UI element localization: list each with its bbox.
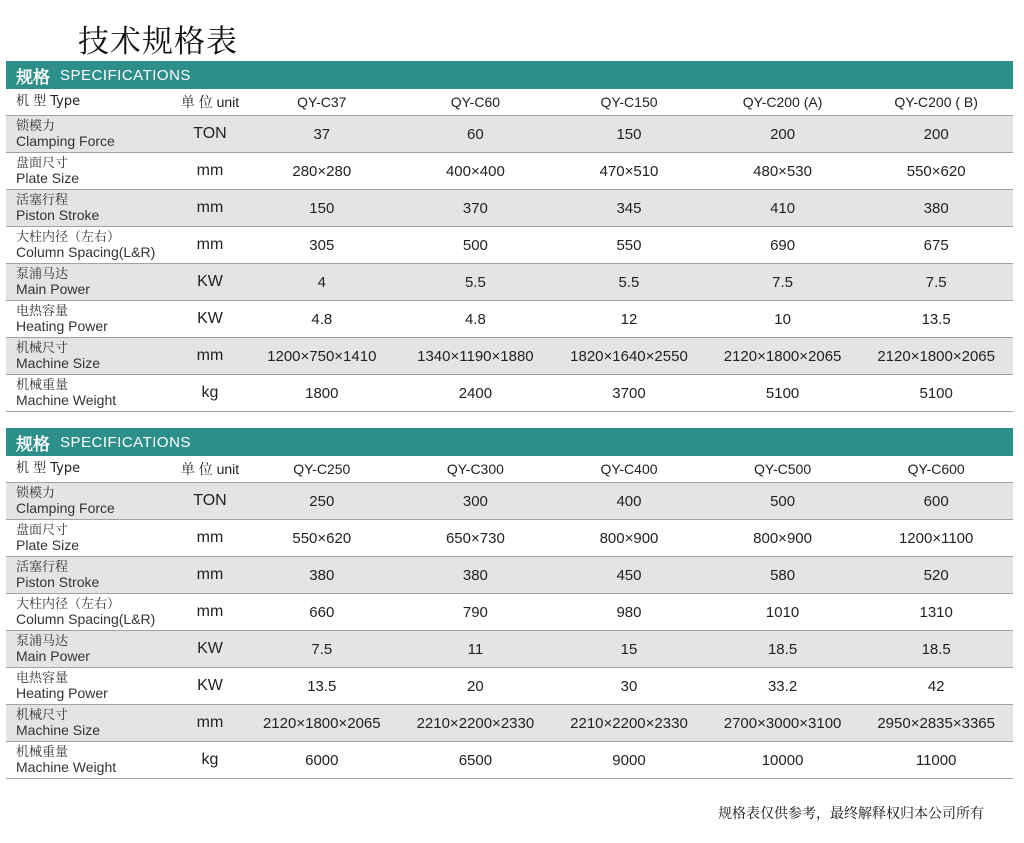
table-row: [6, 116, 1013, 153]
model-name: QY-C250: [293, 461, 351, 477]
model-name: QY-C600: [907, 461, 965, 477]
param-name-zh: 大柱内径（左右）: [16, 597, 121, 612]
unit-cell: kg: [201, 384, 219, 401]
value-cell: 7.5: [772, 273, 793, 291]
value-cell: 33.2: [767, 677, 798, 695]
value-cell: 410: [770, 199, 796, 217]
header-row: [6, 456, 1013, 483]
model-name: QY-C37: [297, 94, 347, 110]
param-name-en: Heating Power: [16, 318, 108, 334]
param-label: [6, 342, 175, 370]
section-title-en: SPECIFICATIONS: [60, 433, 191, 451]
value-cell: 2120×1800×2065: [723, 347, 842, 365]
param-label: [6, 487, 175, 515]
param-name-zh: 电热容量: [16, 304, 69, 319]
table-row: [6, 705, 1013, 742]
value-cell: 13.5: [307, 677, 337, 695]
header-unit-label: 单 位 unit: [180, 94, 240, 110]
header-type-label: 机 型 Type: [16, 94, 81, 109]
param-label: [6, 268, 175, 296]
value-cell: 18.5: [921, 640, 951, 658]
value-cell: 12: [620, 310, 638, 328]
value-cell: 1200×750×1410: [267, 347, 377, 365]
value-cell: 305: [309, 236, 335, 254]
value-cell: 1310: [919, 603, 953, 621]
value-cell: 9000: [612, 751, 646, 769]
value-cell: 10: [774, 310, 791, 328]
unit-cell: mm: [196, 603, 224, 620]
table-row: [6, 631, 1013, 668]
value-cell: 470×510: [599, 162, 659, 180]
table-row: [6, 227, 1013, 264]
param-label: [6, 120, 175, 148]
unit-cell: mm: [196, 347, 224, 364]
param-name-en: Heating Power: [16, 685, 108, 701]
model-name: QY-C200 ( B): [894, 94, 978, 110]
param-name-en: Piston Stroke: [16, 574, 100, 590]
table-row: [6, 190, 1013, 227]
param-name-zh: 大柱内径（左右）: [16, 230, 121, 245]
value-cell: 60: [467, 125, 484, 143]
table-body: [6, 483, 1013, 779]
table-row: [6, 483, 1013, 520]
model-name: QY-C400: [600, 461, 658, 477]
value-cell: 650×730: [445, 529, 505, 547]
value-cell: 6500: [458, 751, 493, 769]
unit-cell: mm: [196, 566, 224, 583]
param-name-zh: 活塞行程: [16, 193, 69, 208]
param-name-zh: 盘面尺寸: [16, 156, 69, 171]
value-cell: 150: [309, 199, 335, 217]
value-cell: 1010: [765, 603, 800, 621]
table-row: [6, 375, 1013, 412]
value-cell: 37: [313, 125, 331, 143]
value-cell: 800×900: [599, 529, 659, 547]
value-cell: 4.8: [464, 310, 486, 328]
unit-cell: TON: [193, 125, 227, 142]
value-cell: 150: [616, 125, 642, 143]
value-cell: 980: [616, 603, 642, 621]
value-cell: 400×400: [445, 162, 505, 180]
value-cell: 5100: [919, 384, 953, 402]
footnote: 规格表仅供参考，最终解释权归本公司所有: [718, 806, 984, 822]
param-name-en: Clamping Force: [16, 133, 115, 149]
unit-cell: mm: [196, 162, 224, 179]
value-cell: 5.5: [464, 273, 486, 291]
param-label: [6, 635, 175, 663]
value-cell: 675: [923, 236, 949, 254]
unit-cell: KW: [197, 273, 223, 290]
section-band: [6, 428, 1013, 456]
param-label: [6, 598, 175, 626]
value-cell: 6000: [305, 751, 339, 769]
spec-table-2: [6, 428, 1013, 779]
param-name-en: Machine Size: [16, 722, 101, 738]
unit-cell: KW: [197, 677, 223, 694]
value-cell: 345: [616, 199, 642, 217]
param-name-zh: 活塞行程: [16, 560, 69, 575]
model-name: QY-C500: [754, 461, 812, 477]
value-cell: 690: [770, 236, 796, 254]
value-cell: 400: [616, 492, 642, 510]
unit-cell: mm: [196, 199, 224, 216]
value-cell: 800×900: [753, 529, 812, 547]
value-cell: 11: [467, 640, 484, 658]
param-name-zh: 电热容量: [16, 671, 69, 686]
param-name-zh: 机械重量: [16, 378, 69, 393]
value-cell: 520: [923, 566, 949, 584]
param-name-zh: 泵浦马达: [16, 634, 69, 649]
param-name-zh: 机械尺寸: [16, 708, 69, 723]
value-cell: 3700: [612, 384, 646, 402]
spec-table-1: [6, 61, 1013, 412]
param-name-en: Machine Weight: [16, 392, 117, 408]
value-cell: 11000: [915, 751, 957, 769]
value-cell: 1340×1190×1880: [417, 347, 534, 365]
value-cell: 550×620: [292, 529, 352, 547]
model-name: QY-C300: [446, 461, 504, 477]
value-cell: 660: [309, 603, 335, 621]
value-cell: 500: [462, 236, 488, 254]
param-name-en: Piston Stroke: [16, 207, 100, 223]
section-title-zh: 规格: [16, 434, 50, 455]
value-cell: 7.5: [925, 273, 947, 291]
param-name-zh: 机械尺寸: [16, 341, 69, 356]
param-label: [6, 194, 175, 222]
value-cell: 370: [462, 199, 488, 217]
param-name-en: Machine Size: [16, 355, 101, 371]
table-row: [6, 557, 1013, 594]
value-cell: 380: [462, 566, 488, 584]
value-cell: 1200×1100: [898, 529, 974, 547]
value-cell: 5.5: [618, 273, 640, 291]
model-name: QY-C200 (A): [742, 94, 823, 110]
value-cell: 4: [317, 273, 326, 291]
value-cell: 250: [309, 492, 335, 510]
section-title-en: SPECIFICATIONS: [60, 66, 191, 84]
unit-cell: mm: [196, 714, 224, 731]
value-cell: 380: [923, 199, 949, 217]
value-cell: 10000: [761, 751, 804, 769]
value-cell: 1800: [305, 384, 339, 402]
value-cell: 2400: [458, 384, 493, 402]
model-name: QY-C150: [600, 94, 658, 110]
value-cell: 4.8: [311, 310, 333, 328]
value-cell: 2210×2200×2330: [416, 714, 535, 732]
table-row: [6, 594, 1013, 631]
param-name-en: Main Power: [16, 648, 90, 664]
param-label: [6, 157, 175, 185]
table-row: [6, 338, 1013, 375]
param-label: [6, 746, 175, 774]
value-cell: 30: [620, 677, 638, 695]
model-name: QY-C60: [450, 94, 501, 110]
param-label: [6, 561, 175, 589]
value-cell: 450: [616, 566, 642, 584]
unit-cell: mm: [196, 236, 224, 253]
value-cell: 550×620: [906, 162, 966, 180]
value-cell: 2120×1800×2065: [877, 347, 995, 365]
value-cell: 42: [927, 677, 945, 695]
param-name-zh: 锁模力: [16, 119, 56, 134]
value-cell: 1820×1640×2550: [570, 347, 688, 365]
param-name-zh: 盘面尺寸: [16, 523, 69, 538]
param-name-en: Column Spacing(L&R): [16, 244, 156, 260]
value-cell: 18.5: [767, 640, 798, 658]
table-row: [6, 264, 1013, 301]
value-cell: 790: [462, 603, 488, 621]
header-unit-label: 单 位 unit: [180, 461, 240, 477]
unit-cell: TON: [193, 492, 227, 509]
value-cell: 200: [770, 125, 796, 143]
param-label: [6, 672, 175, 700]
value-cell: 20: [467, 677, 484, 695]
table-row: [6, 153, 1013, 190]
param-name-en: Column Spacing(L&R): [16, 611, 156, 627]
value-cell: 2120×1800×2065: [262, 714, 381, 732]
value-cell: 380: [309, 566, 335, 584]
header-row: [6, 89, 1013, 116]
value-cell: 500: [770, 492, 796, 510]
param-name-en: Clamping Force: [16, 500, 115, 516]
param-name-en: Machine Weight: [16, 759, 117, 775]
table-body: [6, 116, 1013, 412]
unit-cell: mm: [196, 529, 224, 546]
value-cell: 550: [616, 236, 642, 254]
header-type-label: 机 型 Type: [16, 461, 81, 476]
unit-cell: KW: [197, 640, 223, 657]
value-cell: 300: [462, 492, 488, 510]
page-title: 技术规格表: [78, 24, 238, 60]
table-row: [6, 668, 1013, 705]
value-cell: 5100: [765, 384, 800, 402]
value-cell: 200: [923, 125, 949, 143]
value-cell: 480×530: [753, 162, 812, 180]
param-name-zh: 泵浦马达: [16, 267, 69, 282]
unit-cell: kg: [201, 751, 219, 768]
section-title-zh: 规格: [16, 67, 50, 88]
value-cell: 15: [620, 640, 638, 658]
value-cell: 13.5: [921, 310, 951, 328]
value-cell: 2950×2835×3365: [877, 714, 995, 732]
value-cell: 580: [770, 566, 796, 584]
param-label: [6, 305, 175, 333]
param-label: [6, 524, 175, 552]
value-cell: 280×280: [292, 162, 352, 180]
param-label: [6, 379, 175, 407]
param-name-en: Plate Size: [16, 537, 80, 553]
param-name-zh: 锁模力: [16, 486, 56, 501]
table-row: [6, 742, 1013, 779]
param-label: [6, 709, 175, 737]
table-row: [6, 520, 1013, 557]
section-band: [6, 61, 1013, 89]
param-name-zh: 机械重量: [16, 745, 69, 760]
value-cell: 2700×3000×3100: [723, 714, 842, 732]
value-cell: 2210×2200×2330: [570, 714, 688, 732]
value-cell: 600: [923, 492, 949, 510]
unit-cell: KW: [197, 310, 223, 327]
table-row: [6, 301, 1013, 338]
param-label: [6, 231, 175, 259]
param-name-en: Plate Size: [16, 170, 80, 186]
value-cell: 7.5: [311, 640, 333, 658]
param-name-en: Main Power: [16, 281, 90, 297]
